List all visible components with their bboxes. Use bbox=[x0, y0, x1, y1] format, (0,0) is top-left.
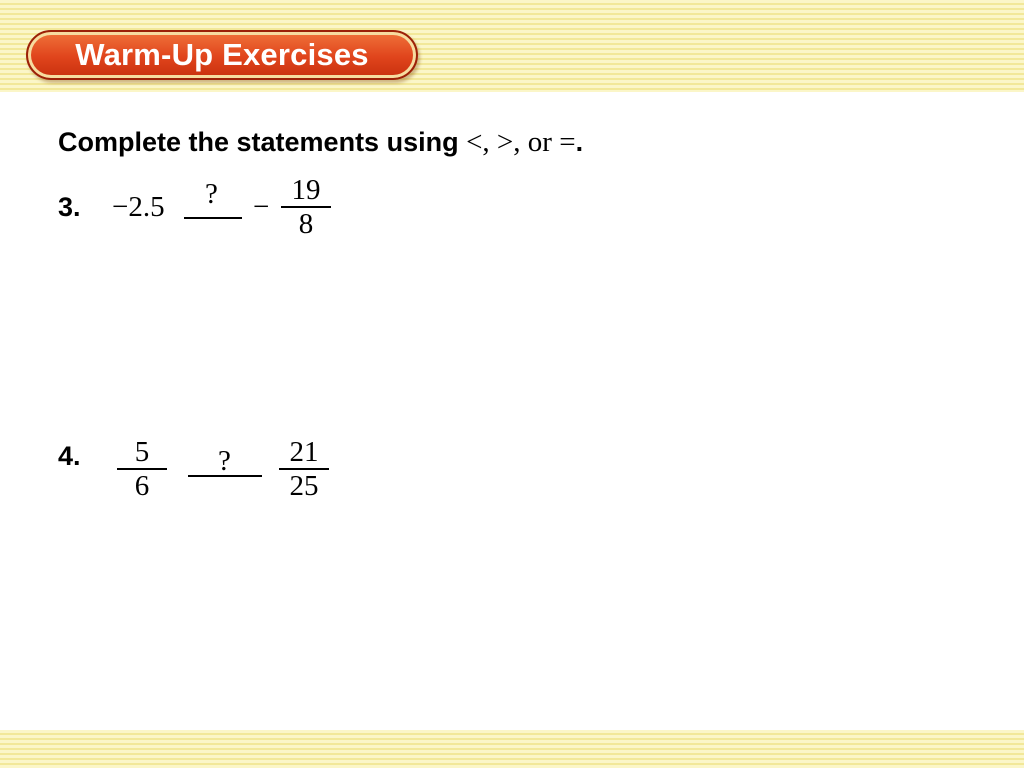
instruction-lead: Complete the statements using bbox=[58, 127, 459, 157]
negative-sign: − bbox=[253, 191, 270, 223]
fraction-denominator: 25 bbox=[289, 470, 319, 502]
fraction-numerator: 5 bbox=[134, 436, 150, 468]
instruction-symbols: <, >, or = bbox=[466, 126, 576, 158]
right-fraction bbox=[279, 437, 329, 501]
left-fraction bbox=[117, 437, 167, 501]
fraction-denominator: 8 bbox=[298, 208, 314, 240]
instruction-text bbox=[58, 125, 583, 159]
fraction-numerator: 21 bbox=[289, 436, 319, 468]
problem-number: 3. bbox=[58, 192, 81, 222]
problem-number: 4. bbox=[58, 441, 81, 471]
question-mark: ? bbox=[218, 445, 231, 477]
fraction-numerator: 19 bbox=[291, 174, 321, 206]
fraction-denominator: 6 bbox=[134, 470, 150, 502]
right-fraction bbox=[281, 175, 331, 239]
instruction-period: . bbox=[575, 127, 584, 157]
slide-title: Warm-Up Exercises bbox=[75, 37, 369, 72]
title-tab bbox=[26, 30, 418, 80]
footer-stripe-band bbox=[0, 730, 1024, 768]
question-mark: ? bbox=[205, 178, 218, 210]
left-value: −2.5 bbox=[112, 191, 165, 223]
answer-blank bbox=[184, 217, 242, 219]
